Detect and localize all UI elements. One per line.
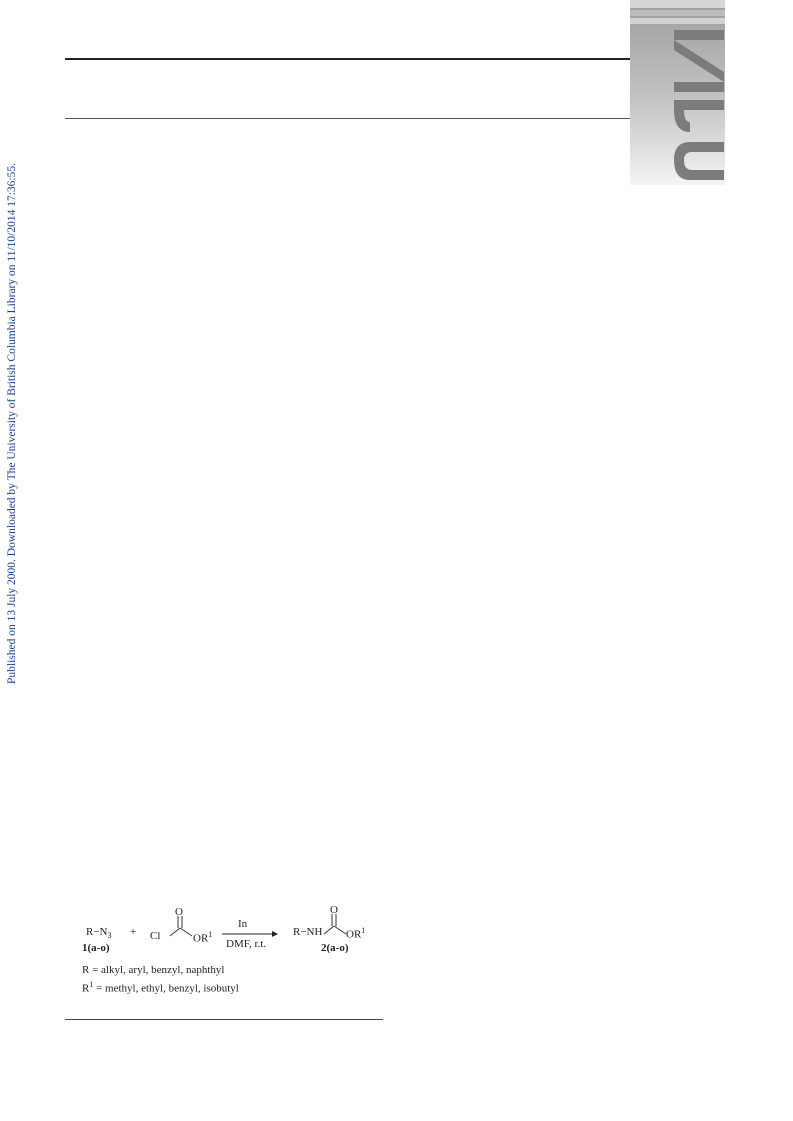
chloride: Cl: [150, 930, 161, 942]
product-carbonyl-oxygen: O: [330, 904, 338, 916]
plus-sign: +: [130, 926, 137, 938]
njc-logo: [630, 0, 725, 185]
r1-definition: $R^1$ = methyl, ethyl, benzyl, isobutyl: [82, 980, 239, 995]
footnote-rule: [65, 1019, 383, 1020]
carbonyl-oxygen: O: [175, 906, 183, 918]
reactant-label: 1(a-o): [82, 942, 110, 954]
r-definition: R = alkyl, aryl, benzyl, naphthyl: [82, 964, 225, 976]
download-notice: Published on 13 July 2000. Downloaded by The University of British Columbia Library on 11/10/2014 17:36:55.: [6, 163, 18, 684]
njc-logo-graphic: [630, 0, 725, 185]
top-rule: [65, 58, 631, 60]
product-label: 2(a-o): [321, 942, 349, 954]
reactant-azide: $R-N_3$: [86, 926, 112, 941]
header-rule: [65, 118, 631, 119]
product-ester-group: $OR^1$: [346, 926, 366, 941]
product-amine: R−NH: [293, 926, 323, 938]
reagent-conditions: DMF, r.t.: [226, 938, 267, 950]
reagent-indium: In: [238, 918, 248, 930]
ester-group: $OR^1$: [193, 930, 213, 945]
reaction-scheme: [80, 900, 390, 1000]
reaction-arrow-icon: [220, 930, 280, 938]
